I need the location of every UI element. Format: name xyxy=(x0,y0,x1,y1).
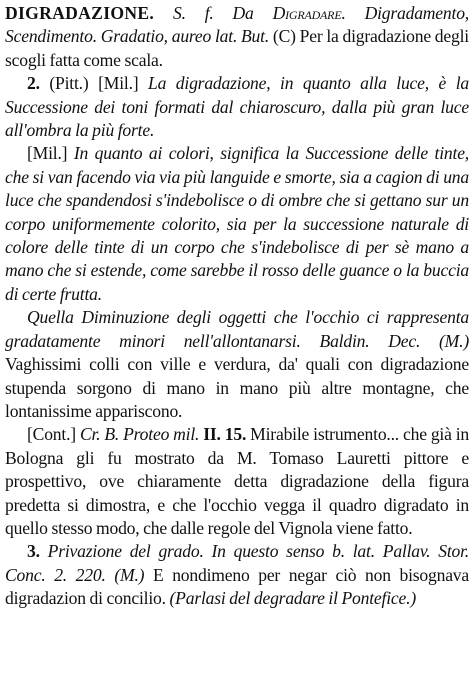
headword: DIGRADAZIONE. xyxy=(5,3,155,23)
sense-2-cont-paragraph xyxy=(5,423,469,540)
sense-3-note: (Parlasi del degradare il Pontefice.) xyxy=(169,588,416,609)
sense-3-quote: E nondimeno per negar ciò non bisognava digradazion di concilio. xyxy=(5,564,470,609)
sense-3-source: Pallav. Stor. Conc. 2. 220. xyxy=(5,541,469,585)
sense-2-paragraph xyxy=(5,72,469,142)
latin-label: Gradatio, aureo lat. But. xyxy=(100,26,270,47)
etymology-from: Da xyxy=(232,3,254,23)
sense-2-cont-tag: [Cont.] xyxy=(27,424,76,445)
sense-2-diminution-paragraph xyxy=(5,306,469,423)
sense-2-tags: (Pitt.) [Mil.] xyxy=(49,73,139,94)
sense-2-number: 2. xyxy=(27,73,40,94)
citation-mark: (C) xyxy=(272,26,296,47)
sense-2-diminution-definition: Quella Diminuzione degli oggetti che l'occhio ci rappresenta gradatamente minori nell'allontanarsi. xyxy=(5,307,469,351)
sense-2-diminution-source-tag: (M.) xyxy=(439,330,469,351)
sense-2-colors-paragraph xyxy=(5,142,469,306)
etymology-word: Digradare. xyxy=(272,3,346,23)
part-of-speech: S. f. xyxy=(173,3,214,23)
sense-3-number: 3. xyxy=(27,541,40,562)
sense-2-colors-definition: In quanto ai colori, significa la Successione delle tinte, che si van facendo via via più languide e smorte, sia a cagion di una luce che spandendosi s'indebolisce o di ombre che si gettano sur un corpo uniformemente colorito, sia per la successione naturale di colore delle tinte di un corpo che s'indebolisce di per sè mano a mano che si estende, come sarebbe il rosso delle guance o la buccia di certe frutta. xyxy=(5,143,470,304)
sense-3-source-tag: (M.) xyxy=(114,564,145,585)
entry-headword-paragraph xyxy=(5,2,469,72)
headword-example: Per la digradazione degli scogli fatta come scala. xyxy=(5,26,469,70)
sense-2-diminution-source: Baldin. Dec. xyxy=(319,330,421,351)
sense-2-cont-ref: II. 15. xyxy=(203,424,247,445)
sense-2-cont-quote: Mirabile istrumento... che già in Bologna gli fu mostrato da M. Tomaso Lauretti pittore e prospettivo, ove chiaramente detta digradazione della figura predetta si dimostra, e che l'occhio vegga il quadro digradato in quello stesso modo, che dalle regole del Vignola viene fatto. xyxy=(5,424,470,538)
sense-2-diminution-quote: Vaghissimi colli con ville e verdura, da' quali con digradazione stupenda sorgono di mano in mano più altre montagne, che lontanissime appariscono. xyxy=(5,354,469,421)
sense-2-definition: La digradazione, in quanto alla luce, è la Successione dei toni formati dal chiaroscuro, dalla più gran luce all'ombra la più forte. xyxy=(5,73,469,141)
dictionary-entry xyxy=(5,2,469,611)
synonyms: Digradamento, Scendimento. xyxy=(5,3,470,47)
sense-3-paragraph xyxy=(5,540,469,610)
sense-2-colors-tag: [Mil.] xyxy=(27,143,68,164)
sense-3-definition: Privazione del grado. In questo senso b. lat. xyxy=(47,541,375,562)
sense-2-cont-source: Cr. B. Proteo mil. xyxy=(79,424,200,445)
